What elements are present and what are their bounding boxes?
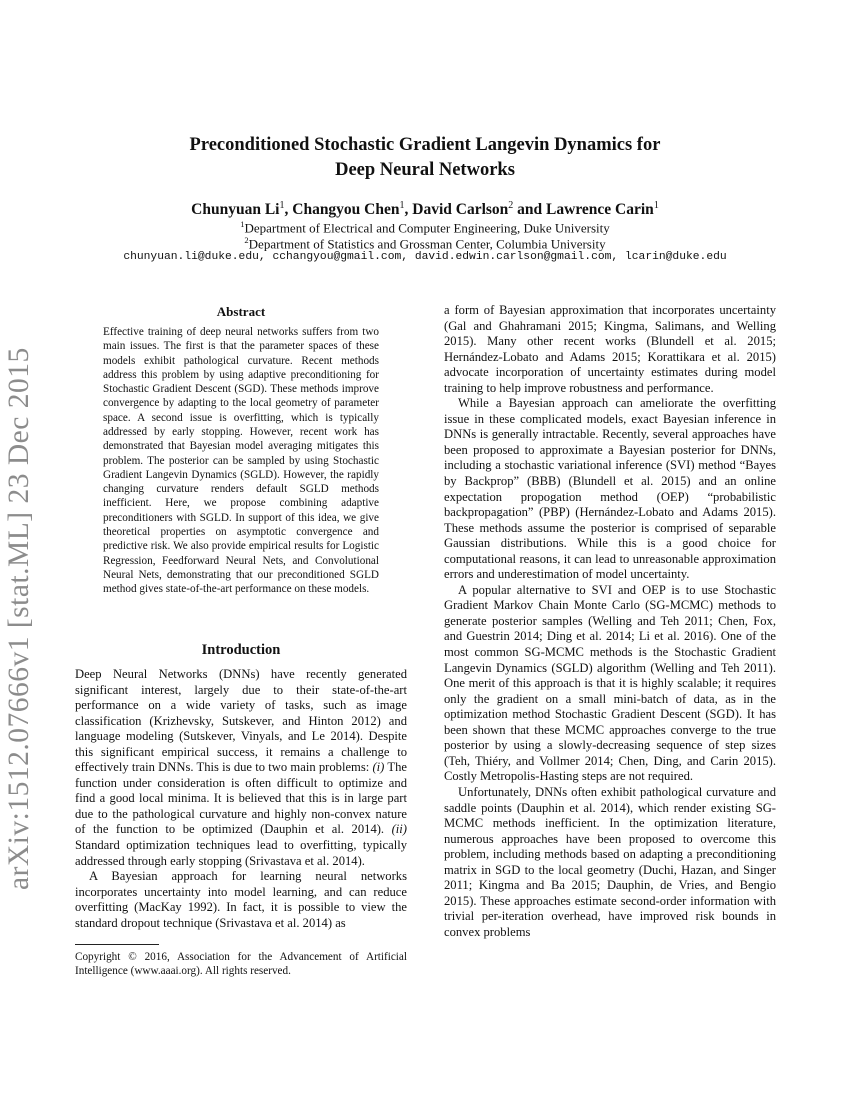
affiliation-text: Department of Electrical and Computer Engineering, Duke University	[244, 220, 610, 236]
right-column-body	[444, 303, 776, 940]
affiliation-mark: 2	[244, 235, 249, 245]
author-affiliation-mark: 1	[653, 200, 659, 211]
copyright-footnote: Copyright © 2016, Association for the Advancement of Artificial Intelligence (www.aaai.org). All rights reserved.	[75, 951, 407, 977]
right-paragraph-1: a form of Bayesian approximation that incorporates uncertainty (Gal and Ghahramani 2015; Kingma, Salimans, and Welling 2015). Many other recent works (Blundell et al. 2015; Hernández-Lobato and Adams 2015; Korattikara et al. 2015) advocate incorporation of uncertainty estimates during model training to help improve robustness and performance.	[444, 303, 776, 395]
author-affiliation-mark: 2	[508, 200, 514, 211]
enum-marker-i: (i)	[372, 760, 385, 775]
intro-paragraph-1	[75, 667, 407, 869]
title-line-1: Preconditioned Stochastic Gradient Langevin Dynamics for	[189, 135, 661, 155]
author-name: Changyou Chen	[292, 201, 400, 219]
intro-paragraph-2: A Bayesian approach for learning neural networks incorporates uncertainty into model learning, and can reduce overfitting (MacKay 1992). In fact, it is possible to view the standard dropout technique (Srivastava et al. 2014) as	[75, 869, 407, 930]
affiliation-mark: 1	[240, 219, 245, 229]
author-emails: chunyuan.li@duke.edu, cchangyou@gmail.com, david.edwin.carlson@gmail.com, lcarin@duke.edu	[123, 251, 727, 263]
arxiv-identifier-stamp: arXiv:1512.07666v1 [stat.ML] 23 Dec 2015	[3, 347, 35, 890]
author-name: Chunyuan Li	[191, 201, 280, 219]
author-affiliation-mark: 1	[399, 200, 405, 211]
author-name: Lawrence Carin	[546, 201, 654, 219]
affiliation-text: Department of Statistics and Grossman Center, Columbia University	[248, 236, 606, 252]
author-separator: ,	[284, 201, 293, 219]
left-column-body	[75, 667, 407, 931]
footnote-rule	[75, 944, 159, 945]
abstract-text: Effective training of deep neural networks suffers from two main issues. The first is that the parameter spaces of these models exhibit pathological curvature. Recent methods address this problem by using adaptive preconditioning for Stochastic Gradient Descent (SGD). These methods improve convergence by adapting to the local geometry of parameter space. A second issue is overfitting, which is typically addressed by early stopping. However, recent work has demonstrated that Bayesian model averaging mitigates this problem. The posterior can be sampled by using Stochastic Gradient Langevin Dynamics (SGLD). However, the rapidly changing curvature renders default SGLD methods inefficient. Here, we propose combining adaptive preconditioners with SGLD. In support of this idea, we give theoretical properties on asymptotic convergence and predictive risk. We also provide empirical results for Logistic Regression, Feedforward Neural Nets, and Convolutional Neural Nets, demonstrating that our preconditioned SGLD method gives state-of-the-art performance on these models.	[103, 326, 379, 596]
affiliation-1	[75, 219, 775, 236]
right-paragraph-4: Unfortunately, DNNs often exhibit pathological curvature and saddle points (Dauphin et al. 2014), which render existing SG-MCMC methods inefficient. In the optimization literature, numerous approaches have been proposed to overcome this problem, including methods based on adapting a preconditioning matrix in SGD to the local geometry (Duchi, Hazan, and Singer 2011; Kingma and Ba 2015; Dauphin, de Vries, and Bengio 2015). These approaches estimate second-order information with trivial per-iteration overhead, have improved risk bounds in convex problems	[444, 784, 776, 939]
affiliation-2	[75, 235, 775, 252]
abstract-heading: Abstract	[216, 304, 266, 319]
right-paragraph-2: While a Bayesian approach can ameliorate the overfitting issue in these complicated models, exact Bayesian inference in DNNs is generally intractable. Recently, several approaches have been proposed to approximate a Bayesian posterior for DNNs, including a stochastic variational inference (SVI) method “Bayes by Backprop” (BBB) (Blundell et al. 2015) and an online expectation propogation method (OEP) “probabilistic backpropagation” (PBP) (Hernández-Lobato and Adams 2015). These methods assume the posterior is comprised of separable Gaussian distributions. While this is a good choice for computational reasons, it can lead to unreasonable approximation errors and underestimation of model uncertainty.	[444, 396, 776, 582]
intro-p1-part-b: The function under consideration is often difficult to optimize and find a good local minima. It is believed that this is in large part due to the pathological curvature and highly non-convex nature of the function to be optimized (Dauphin et al. 2014).	[75, 760, 407, 837]
paper-title	[75, 133, 775, 183]
author-affiliation-mark: 1	[279, 200, 285, 211]
author-list	[75, 200, 775, 219]
enum-marker-ii: (ii)	[391, 822, 407, 837]
intro-p1-part-a: Deep Neural Networks (DNNs) have recently generated significant interest, largely due to their state-of-the-art performance on a wide variety of tasks, such as image classification (Krizhevsky, Sutskever, and Hinton 2012) and language modeling (Sutskever, Vinyals, and Le 2014). Despite this significant empirical success, it remains a challenge to effectively train DNNs. This is due to two main problems:	[75, 667, 407, 775]
author-separator: and	[513, 201, 547, 219]
author-separator: ,	[404, 201, 413, 219]
title-line-2: Deep Neural Networks	[335, 160, 515, 180]
intro-p1-part-c: Standard optimization techniques lead to overfitting, typically addressed through early stopping (Srivastava et al. 2014).	[75, 838, 407, 868]
right-paragraph-3: A popular alternative to SVI and OEP is to use Stochastic Gradient Markov Chain Monte Carlo (SG-MCMC) methods to generate posterior samples (Welling and Teh 2011; Chen, Fox, and Guestrin 2014; Ding et al. 2014; Li et al. 2016). One of the most common SG-MCMC methods is the Stochastic Gradient Langevin Dynamics (SGLD) algorithm (Welling and Teh 2011). One merit of this approach is that it is highly scalable; it requires only the gradient on a small mini-batch of data, as in the optimization method Stochastic Gradient Descent (SGD). It has been shown that these MCMC approaches converge to the true posterior by using a slowly-decreasing sequence of step sizes (Teh, Thiéry, and Vollmer 2014; Chen, Ding, and Carin 2015). Costly Metropolis-Hasting steps are not required.	[444, 582, 776, 784]
author-name: David Carlson	[412, 201, 509, 219]
introduction-heading: Introduction	[201, 642, 281, 658]
